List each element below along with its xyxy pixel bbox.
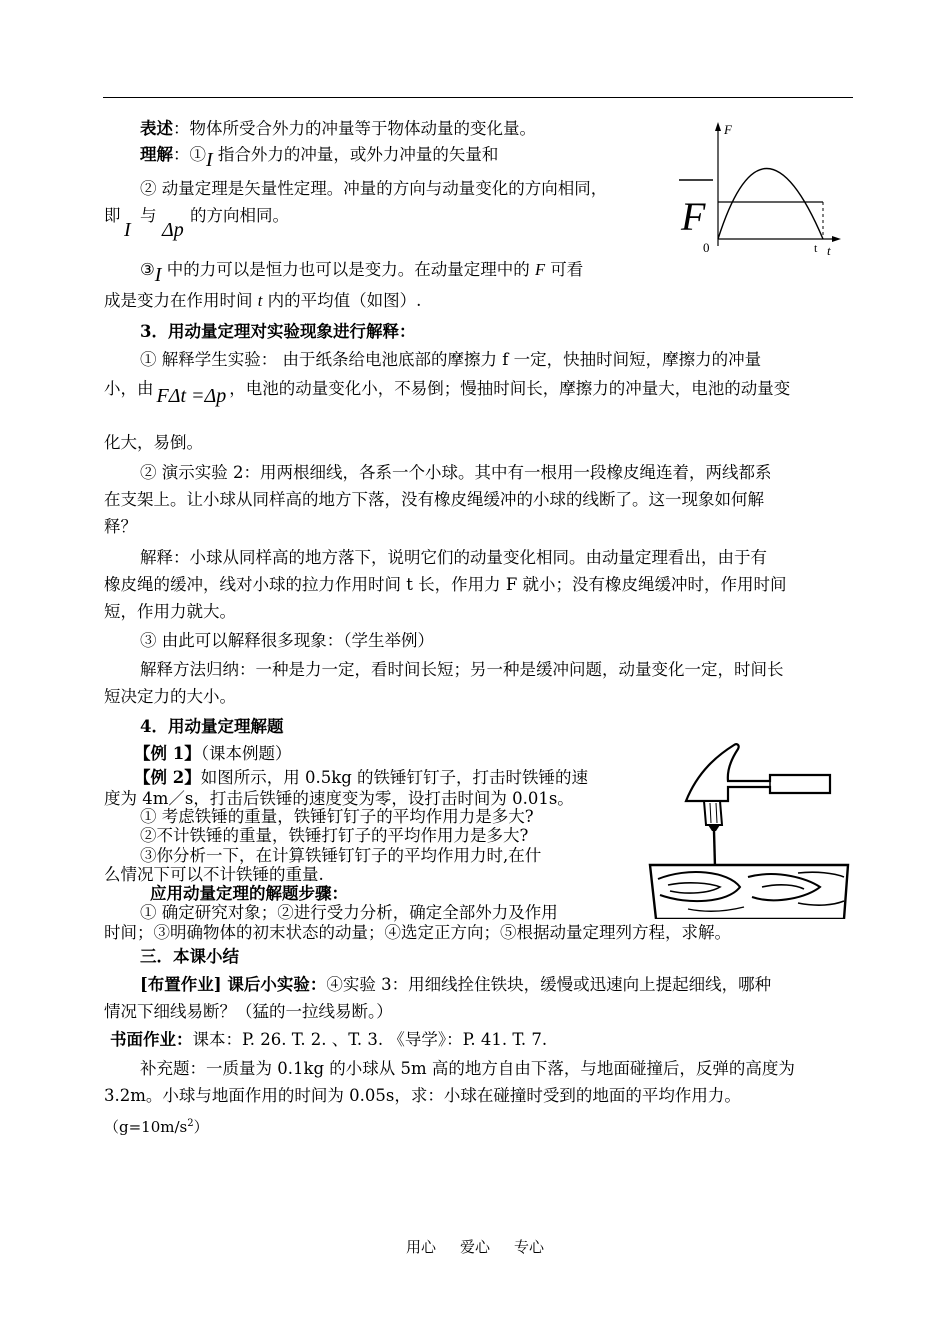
example2-q3-line1: ③你分析一下，在计算铁锤钉钉子的平均作用力时,在什 <box>140 846 542 865</box>
example2-line1 <box>134 767 588 789</box>
example2-line2: 度为 4m／s，打击后铁锤的速度变为零，设打击时间为 0.01s。 <box>104 789 574 808</box>
homework-line1 <box>140 974 771 996</box>
supplement-line1: 补充题：一质量为 0.1kg 的小球从 5m 高的地方自由下落，与地面碰撞后，反弹的高度为 <box>140 1059 795 1078</box>
graph-origin: 0 <box>703 240 710 255</box>
section4-heading: 4．用动量定理解题 <box>140 717 284 736</box>
statement-text: ：物体所受合外力的冲量等于物体动量的变化量。 <box>173 119 536 138</box>
supplement-sup: 2 <box>187 1118 194 1129</box>
steps-line1: ① 确定研究对象；②进行受力分析，确定全部外力及作用 <box>140 903 558 922</box>
vf-num: ③ <box>140 260 155 279</box>
vector-note-and: 与 <box>140 206 157 225</box>
momentum-change-symbol: Δp <box>162 219 184 241</box>
impulse-symbol: I <box>206 149 213 171</box>
homework-text: ④实验 3：用细线拴住铁块，缓慢或迅速向上提起细线，哪种 <box>326 975 772 994</box>
graph-average-label: F <box>681 194 706 239</box>
sec3-p3-line2: 橡皮绳的缓冲，线对小球的拉力作用时间 t 长，作用力 F 就小；没有橡皮绳缓冲时，作用时间 <box>104 575 787 594</box>
sec3-p3-line1: 解释：小球从同样高的地方落下，说明它们的动量变化相同。由动量定理看出，由于有 <box>140 548 767 567</box>
vector-note-line1: ② 动量定理是矢量性定理。冲量的方向与动量变化的方向相同， <box>140 179 608 198</box>
sec3-p1-prefix: 小，由 <box>104 379 154 398</box>
statement-label: 表述 <box>140 119 173 138</box>
impulse-symbol-3: I <box>154 264 162 286</box>
homework-line2: 情况下细线易断？（猛的一拉线易断。） <box>104 1002 393 1021</box>
header-rule <box>103 97 853 98</box>
written-line <box>110 1029 547 1051</box>
section3-heading: 3．用动量定理对实验现象进行解释： <box>140 322 416 341</box>
sec3-p1-text: ，电池的动量变化小，不易倒；慢抽时间长，摩擦力的冲量大，电池的动量变 <box>229 379 791 398</box>
footer-word-3: 专心 <box>514 1238 545 1256</box>
hammer-head-icon <box>686 744 830 801</box>
sec3-p1-line3: 化大，易倒。 <box>104 433 203 452</box>
understanding-label: 理解 <box>140 145 173 164</box>
impulse-symbol-2: I <box>124 219 131 241</box>
supplement-line3 <box>104 1113 209 1138</box>
formula-impulse: FΔt =Δp <box>156 385 227 407</box>
hammer-handle-icon <box>704 801 722 825</box>
sec3-p2-line3: 释？ <box>104 517 137 536</box>
sec3-p1-line1: ① 解释学生实验： 由于纸条给电池底部的摩擦力 f 一定，快抽时间短，摩擦力的冲量 <box>140 350 762 369</box>
sec3-p5-line1: 解释方法归纳：一种是力一定，看时间长短；另一种是缓冲问题，动量变化一定，时间长 <box>140 660 784 679</box>
nail-head-icon <box>708 825 720 831</box>
graph-t-tick: t <box>814 241 818 255</box>
vf-t: t <box>257 291 263 310</box>
understanding-num: ：① <box>173 145 206 164</box>
supplement-close: ） <box>193 1118 209 1136</box>
supplement-g: （g=10m/s <box>104 1118 188 1136</box>
vf-text4: 内的平均值（如图）. <box>262 291 422 310</box>
statement-line <box>140 118 536 140</box>
homework-label: [布置作业] 课后小实验： <box>140 975 327 994</box>
graph-x-arrow <box>832 236 841 242</box>
vector-note-suffix: 的方向相同。 <box>190 206 289 225</box>
understanding-text: 指合外力的冲量，或外力冲量的矢量和 <box>212 145 499 164</box>
sec3-p2-line2: 在支架上。让小球从同样高的地方下落，没有橡皮绳缓冲的小球的线断了。这一现象如何解 <box>104 490 764 509</box>
example1-line <box>134 743 291 765</box>
hammer-nail-illustration <box>648 737 850 919</box>
sec3-p1-line2 <box>104 377 791 407</box>
graph-y-label: F <box>724 122 732 137</box>
example2-q2: ②不计铁锤的重量，铁锤打钉子的平均作用力是多大? <box>140 826 529 845</box>
graph-y-arrow <box>715 122 721 131</box>
example2-q3-line2: 么情况下可以不计铁锤的重量. <box>104 865 324 884</box>
page-footer <box>0 1236 950 1257</box>
vf-F: F <box>534 260 546 279</box>
sec3-p5-line2: 短决定力的大小。 <box>104 687 236 706</box>
sec3-p2-line1: ② 演示实验 2：用两根细线，各系一个小球。其中有一根用一段橡皮绳连着，两线都系 <box>140 463 772 482</box>
example2-text: 如图所示，用 0.5kg 的铁锤钉钉子，打击时铁锤的速 <box>200 768 589 787</box>
example1-label: 【例 1】 <box>134 744 201 763</box>
variable-force-line2 <box>104 290 421 312</box>
understanding-line <box>140 143 499 171</box>
footer-word-2: 爱心 <box>459 1238 490 1256</box>
vf-text3: 成是变力在作用时间 <box>104 291 258 310</box>
supplement-line2: 3.2m。小球与地面作用的时间为 0.05s，求：小球在碰撞时受到的地面的平均作用力。 <box>104 1086 741 1105</box>
variable-force-line1 <box>140 258 584 286</box>
footer-word-1: 用心 <box>405 1238 436 1256</box>
graph-t-axis-label: t <box>827 243 831 258</box>
graph-force-curve <box>718 169 823 240</box>
written-text: 课本：P. 26. T. 2. 、T. 3. 《导学》：P. 41. T. 7. <box>192 1030 548 1049</box>
example2-q1: ① 考虑铁锤的重量，铁锤钉钉子的平均作用力是多大? <box>140 807 534 826</box>
summary-heading: 三．本课小结 <box>140 947 239 966</box>
sec3-p4-line1: ③ 由此可以解释很多现象：（学生举例） <box>140 631 434 650</box>
written-label: 书面作业： <box>110 1030 193 1049</box>
vector-note-line2 <box>104 205 121 227</box>
steps-line2: 时间；③明确物体的初末状态的动量；④选定正方向；⑤根据动量定理列方程，求解。 <box>104 923 731 942</box>
force-time-graph <box>675 118 850 263</box>
nail-icon <box>714 831 715 867</box>
example2-label: 【例 2】 <box>134 768 201 787</box>
example1-text: （课本例题） <box>200 744 292 763</box>
vf-text: 中的力可以是恒力也可以是变力。在动量定理中的 <box>161 260 535 279</box>
sec3-p3-line3: 短，作用力就大。 <box>104 602 236 621</box>
vector-note-prefix: 即 <box>104 206 121 225</box>
vf-text2: 可看 <box>545 260 584 279</box>
steps-heading: 应用动量定理的解题步骤： <box>150 884 348 903</box>
